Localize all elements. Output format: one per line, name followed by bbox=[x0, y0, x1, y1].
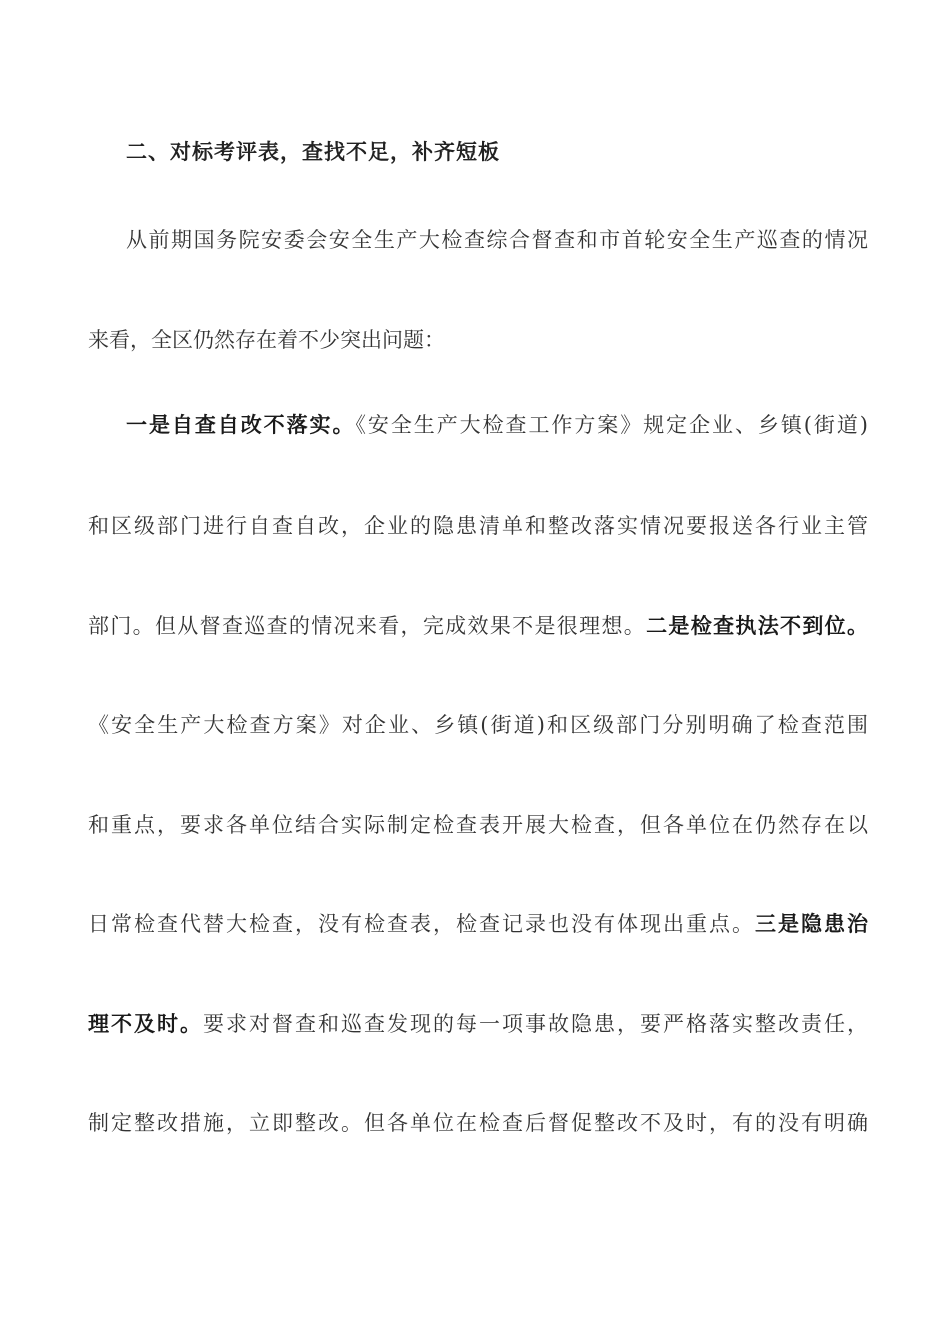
problem-line-1 bbox=[126, 410, 868, 440]
problem-1-title: 一是自查自改不落实。 bbox=[126, 412, 356, 437]
problem-line-8: 制定整改措施，立即整改。但各单位在检查后督促整改不及时，有的没有明确 bbox=[88, 1111, 868, 1135]
problem-line-2: 和区级部门进行自查自改，企业的隐患清单和整改落实情况要报送各行业主管 bbox=[88, 514, 868, 538]
problem-line-3 bbox=[88, 611, 868, 641]
problem-3-title-end: 理不及时。 bbox=[88, 1011, 203, 1036]
intro-line-1: 从前期国务院安委会安全生产大检查综合督查和市首轮安全生产巡查的情况 bbox=[126, 228, 868, 252]
problem-2-conclusion: 日常检查代替大检查，没有检查表，检查记录也没有体现出重点。 bbox=[88, 912, 755, 936]
problem-line-6 bbox=[88, 909, 868, 939]
intro-line-2: 来看，全区仍然存在着不少突出问题： bbox=[88, 328, 445, 352]
problem-2-title: 二是检查执法不到位。 bbox=[646, 613, 869, 638]
problem-3-text: 要求对督查和巡查发现的每一项事故隐患，要严格落实整改责任， bbox=[203, 1012, 868, 1036]
problem-line-4: 《安全生产大检查方案》对企业、乡镇(街道)和区级部门分别明确了检查范围 bbox=[88, 713, 868, 737]
problem-line-7 bbox=[88, 1009, 868, 1039]
problem-1-text: 《安全生产大检查工作方案》规定企业、乡镇(街道) bbox=[355, 413, 869, 437]
problem-1-conclusion: 部门。但从督查巡查的情况来看，完成效果不是很理想。 bbox=[88, 614, 647, 638]
problem-3-title-start: 三是隐患治 bbox=[755, 911, 868, 936]
section-heading: 二、对标考评表，查找不足，补齐短板 bbox=[126, 139, 500, 164]
problem-line-5: 和重点，要求各单位结合实际制定检查表开展大检查，但各单位在仍然存在以 bbox=[88, 813, 868, 837]
